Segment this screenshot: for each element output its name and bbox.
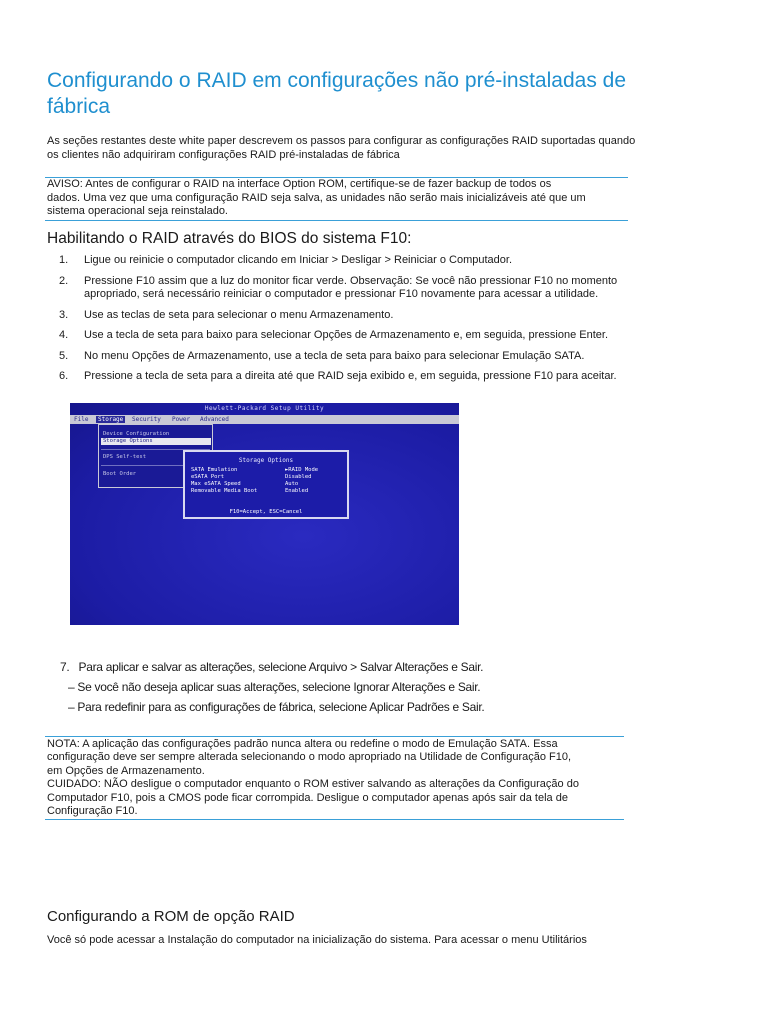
step-number: 3. [59,308,69,321]
warning-bottom-rule [45,220,628,221]
bios-opt-value: Enabled [285,488,309,494]
rom-paragraph: Você só pode acessar a Instalação do computador na inicialização do sistema. Para acessar o menu Utilitários [47,934,587,946]
bios-title: Hewlett-Packard Setup Utility [204,405,325,412]
bios-opt-label: SATA Emulation [191,467,238,473]
page-title: Configurando o RAID em configurações não pré-instaladas de fábrica [47,69,627,118]
bios-dd-storage-options: Storage Options [101,438,211,445]
bios-menu-storage: Storage [98,416,124,423]
step-text: Para aplicar e salvar as alterações, selecione Arquivo > Salvar Alterações e Sair. [78,660,484,674]
list-item [47,275,667,302]
steps-list [47,254,667,391]
bios-dd-device-configuration: Device Configuration [103,431,170,437]
note-line-3: em Opções de Armazenamento. [47,765,205,777]
warning-line-1: AVISO: Antes de configurar o RAID na interface Option ROM, certifique-se de fazer backup de todos os [47,178,552,190]
step-number: 6. [59,370,69,382]
bios-menu-security: Security [132,416,161,423]
list-item [47,350,667,364]
list-item [47,329,667,343]
warning-line-3: sistema operacional seja reinstalado. [47,205,228,217]
bios-dialog-footer: F10=Accept, ESC=Cancel [229,509,303,515]
step-number: 4. [59,329,69,341]
bios-menu-file: File [74,416,89,423]
step-text: Pressione F10 assim que a luz do monitor ficar verde. Observação: Se você não pressionar F10 no momento apropriado, será necessário reiniciar o computador e pressionar F10 novamente para acessar a utilidade. [84,274,618,300]
bios-menubar [70,415,459,424]
list-item [47,254,667,268]
section-heading-rom: Configurando a ROM de opção RAID [47,908,295,925]
bios-dd-boot-order: Boot Order [103,471,137,477]
bios-opt-value: ►RAID Mode [285,467,319,473]
step-text: Ligue ou reinicie o computador clicando em Iniciar > Desligar > Reiniciar o Computador. [84,254,513,266]
note-line-1: NOTA: A aplicação das configurações padrão nunca altera ou redefine o modo de Emulação SATA. Essa [47,738,558,750]
step-number: 1. [59,254,69,266]
bios-opt-label: Max eSATA Speed [191,481,241,487]
bios-storage-options-dialog [183,450,349,519]
caution-line-1: CUIDADO: NÃO desligue o computador enquanto o ROM estiver salvando as alterações da Configuração do [47,778,579,790]
intro-paragraph: As seções restantes deste white paper descrevem os passos para configurar as configurações RAID suportadas quando os clientes não adquiriram configurações RAID pré-instaladas de fábrica [47,135,636,161]
bios-opt-value: Disabled [285,474,312,480]
bios-opt-label: eSATA Port [191,474,225,480]
note-line-2: configuração deve ser sempre alterada selecionando o modo apropriado na Utilidade de Configuração F10, [47,751,572,763]
bios-dd-dps-self-test: DPS Self-test [103,454,147,460]
step-text: Use a tecla de seta para baixo para selecionar Opções de Armazenamento e, em seguida, pressione Enter. [84,329,609,341]
bios-screenshot [70,403,459,625]
step-text: Pressione a tecla de seta para a direita até que RAID seja exibido e, em seguida, pressione F10 para aceitar. [84,370,617,382]
sub-item-apply-defaults: – Para redefinir para as configurações de fábrica, selecione Aplicar Padrões e Sair. [68,700,485,714]
note-top-rule [45,736,624,737]
bios-opt-value: Auto [285,481,299,487]
bios-menu-power: Power [172,416,191,423]
step-text: Use as teclas de seta para selecionar o menu Armazenamento. [84,308,394,321]
step-text: No menu Opções de Armazenamento, use a tecla de seta para baixo para selecionar Emulação SATA. [84,349,585,362]
caution-line-2: Computador F10, pois a CMOS pode ficar corrompida. Desligue o computador apenas após sair da tela de [47,792,568,804]
caution-line-3: Configuração F10. [47,805,138,817]
step-number: 7. [60,660,70,674]
sub-item-ignore-changes: – Se você não deseja aplicar suas alterações, selecione Ignorar Alterações e Sair. [68,680,481,694]
bios-dialog-title: Storage Options [236,457,296,464]
list-item [47,309,667,323]
note-bottom-rule [45,819,624,820]
list-item [47,370,667,384]
bios-menu-advanced: Advanced [200,416,229,423]
step-7 [60,659,483,675]
step-number: 2. [59,274,69,287]
warning-line-2: dados. Uma vez que uma configuração RAID seja salva, as unidades não serão mais inicializáveis até que um [47,192,586,204]
section-heading-bios: Habilitando o RAID através do BIOS do sistema F10: [47,230,412,247]
bios-opt-label: Removable Media Boot [191,488,258,494]
step-number: 5. [59,349,69,362]
